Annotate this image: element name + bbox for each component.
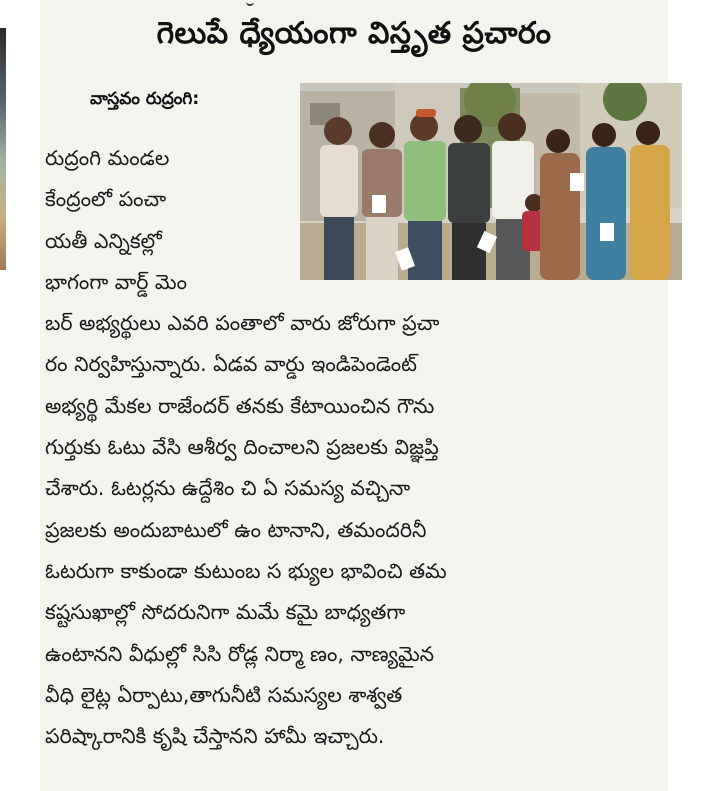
body-line: ఉంటానని వీధుల్లో సిసి రోడ్ల నిర్మా ణం, నాణ్యమైన [45, 641, 435, 666]
body-line: కష్టసుఖాల్లో సోదరునిగా మమే కమై బాధ్యతగా [45, 600, 406, 625]
body-line: పరిష్కారానికి కృషి చేస్తానని హామీ ఇచ్చారు. [45, 724, 385, 749]
body-line: ఓటరుగా కాకుండా కుటుంబ స భ్యుల భావించి తమ [45, 558, 447, 583]
body-line: కేంద్రంలో పంచా [45, 187, 167, 212]
body-line: బర్ అభ్యర్థులు ఎవరి పంతాలో వారు జోరుగా ప్రచా [45, 311, 440, 336]
body-line: ప్రజలకు అందుబాటులో ఉం టానాని, తమందరినీ [45, 517, 427, 542]
body-line: భాగంగా వార్డ్ మెం [45, 269, 187, 294]
article-body [45, 138, 665, 757]
body-line: యతీ ఎన్నికల్లో [45, 228, 162, 253]
dateline: వాస్తవం రుద్రంగి: [90, 89, 200, 109]
body-line: చేశారు. ఓటర్లను ఉద్దేశిం చి ఏ సమస్య వచ్చినా [45, 476, 411, 501]
body-line: వీధి లైట్ల ఏర్పాటు,తాగునీటి సమస్యల శాశ్వత [45, 682, 403, 707]
headline-accent-mark [246, 0, 254, 6]
body-line: అభ్యర్థి మేకల రాజేందర్ తనకు కేటాయించిన గౌను [45, 393, 435, 418]
body-line: రుద్రంగి మండల [45, 146, 170, 170]
body-line: గుర్తుకు ఓటు వేసి ఆశీర్వ దించాలని ప్రజలకు విజ్ఞప్తి [45, 435, 439, 460]
body-line: రం నిర్వహిస్తున్నారు. ఏడవ వార్డు ఇండిపెండెంట్ [45, 352, 417, 377]
adjacent-photo-edge [0, 28, 6, 270]
headline: గెలుపే ధ్యేయంగా విస్తృత ప్రచారం [156, 16, 552, 51]
news-article [40, 0, 668, 791]
